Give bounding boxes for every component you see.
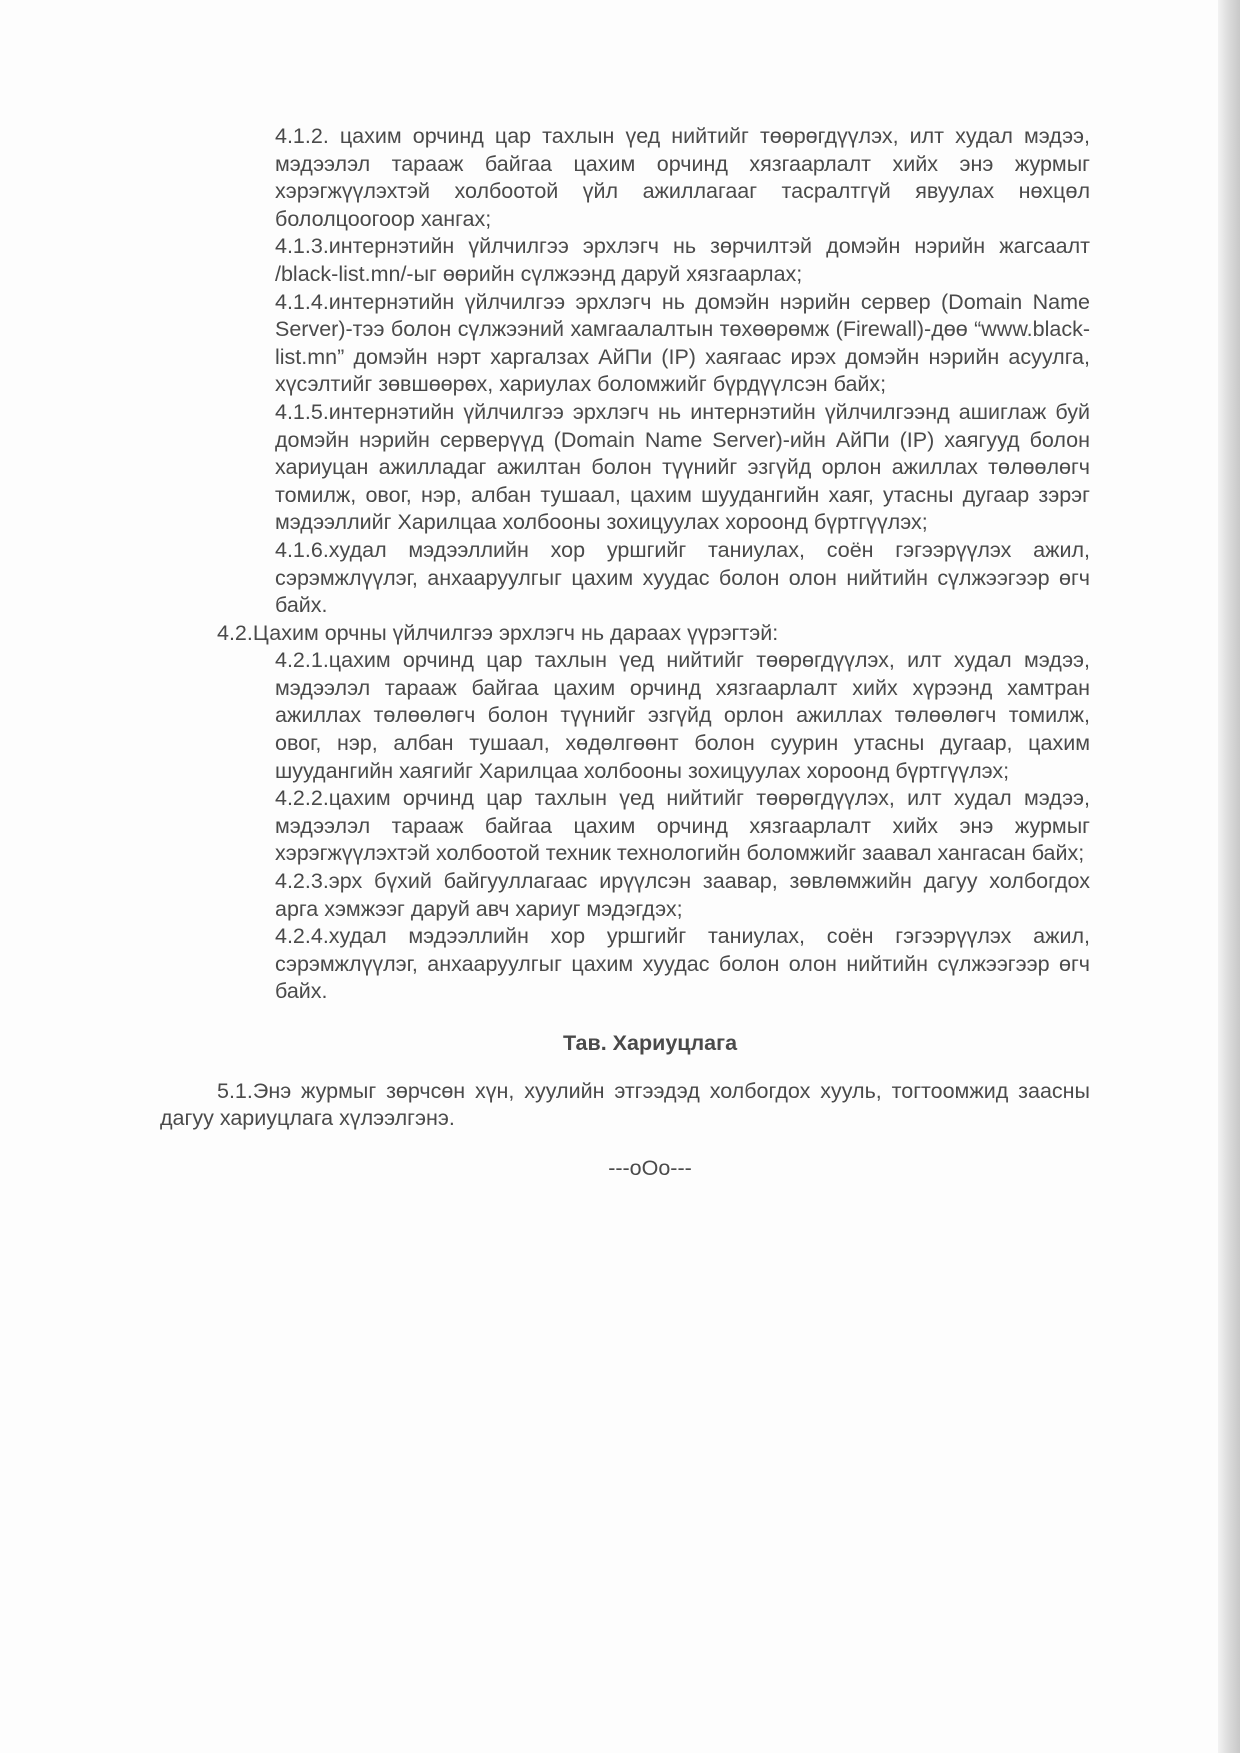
section-5-heading: Тав. Хариуцлага bbox=[562, 1031, 738, 1055]
section-4-2-title: 4.2.Цахим орчны үйлчилгээ эрхлэгч нь дараах үүрэгтэй: bbox=[217, 620, 779, 645]
clause-5-1: 5.1.Энэ журмыг зөрчсөн хүн, хуулийн этгээдэд холбогдох хууль, тогтоомжид заасны дагуу хариуцлага хүлээлгэнэ. bbox=[160, 1078, 1090, 1131]
clause-4-2-1: 4.2.1.цахим орчинд цар тахлын үед нийтийг төөрөгдүүлэх, илт худал мэдээ, мэдээлэл тарааж байгаа цахим орчинд хязгаарлалт хийх хүрээнд хамтран ажиллах төлөөлөгч болон түүнийг эзгүйд орлон ажиллах төлөөлөгч томилж, овог, нэр, албан тушаал, хөдөлгөөнт болон суурин утасны дугаар, цахим шуудангийн хаягийг Харилцаа холбооны зохицуулах хороонд бүртгүүлэх; bbox=[275, 648, 1090, 783]
clause-4-1-6: 4.1.6.худал мэдээллийн хор уршгийг таниулах, соён гэгээрүүлэх ажил, сэрэмжлүүлэг, анхааруулгыг цахим хуудас болон олон нийтийн сүлжээгээр өгч байх. bbox=[275, 537, 1090, 618]
clause-4-1-5: 4.1.5.интернэтийн үйлчилгээ эрхлэгч нь интернэтийн үйлчилгээнд ашиглаж буй домэйн нэрийн серверүүд (Domain Name Server)-ийн АйПи (IP) хаягууд болон хариуцан ажилладаг ажилтан болон түүнийг эзгүйд орлон ажиллах төлөөлөгч томилж, овог, нэр, албан тушаал, цахим шуудангийн хаяг, утасны дугаар зэрэг мэдээллийг Харилцаа холбооны зохицуулах хороонд бүртгүүлэх; bbox=[275, 399, 1090, 535]
clause-4-1-2: 4.1.2. цахим орчинд цар тахлын үед нийтийг төөрөгдүүлэх, илт худал мэдээ, мэдээлэл тарааж байгаа цахим орчинд хязгаарлалт хийх энэ журмыг хэрэгжүүлэхтэй холбоотой үйл ажиллагааг тасралтгүй явуулах нөхцөл бололцоогоор хангах; bbox=[275, 124, 1090, 231]
clause-4-1-4: 4.1.4.интернэтийн үйлчилгээ эрхлэгч нь домэйн нэрийн сервер (Domain Name Server)-тээ болон сүлжээний хамгаалалтын төхөөрөмж (Firewall)-дөө “www.black-list.mn” домэйн нэрт харгалзах АйПи (IP) хаягаас ирэх домэйн нэрийн асуулга, хүсэлтийг зөвшөөрөх, хариулах боломжийг бүрдүүлсэн байх; bbox=[275, 289, 1090, 397]
clause-4-1-3: 4.1.3.интернэтийн үйлчилгээ эрхлэгч нь зөрчилтэй домэйн нэрийн жагсаалт /black-list.mn/-ыг өөрийн сүлжээнд даруй хязгаарлах; bbox=[275, 234, 1090, 286]
clause-4-2-2: 4.2.2.цахим орчинд цар тахлын үед нийтийг төөрөгдүүлэх, илт худал мэдээ, мэдээлэл тарааж байгаа цахим орчинд хязгаарлалт хийх энэ журмыг хэрэгжүүлэхтэй холбоотой техник технологийн боломжийг заавал хангасан байх; bbox=[275, 786, 1090, 866]
clause-4-2-3: 4.2.3.эрх бүхий байгууллагаас ирүүлсэн заавар, зөвлөмжийн дагуу холбогдох арга хэмжээг даруй авч хариуг мэдэгдэх; bbox=[275, 869, 1090, 921]
document-body bbox=[160, 123, 1090, 1204]
scan-edge-shadow bbox=[1218, 0, 1240, 1753]
closing-mark: ---oOo--- bbox=[608, 1155, 692, 1180]
clause-4-2-4: 4.2.4.худал мэдээллийн хор уршгийг таниулах, соён гэгээрүүлэх ажил, сэрэмжлүүлэг, анхааруулгыг цахим хуудас болон олон нийтийн сүлжээгээр өгч байх. bbox=[275, 924, 1090, 1004]
